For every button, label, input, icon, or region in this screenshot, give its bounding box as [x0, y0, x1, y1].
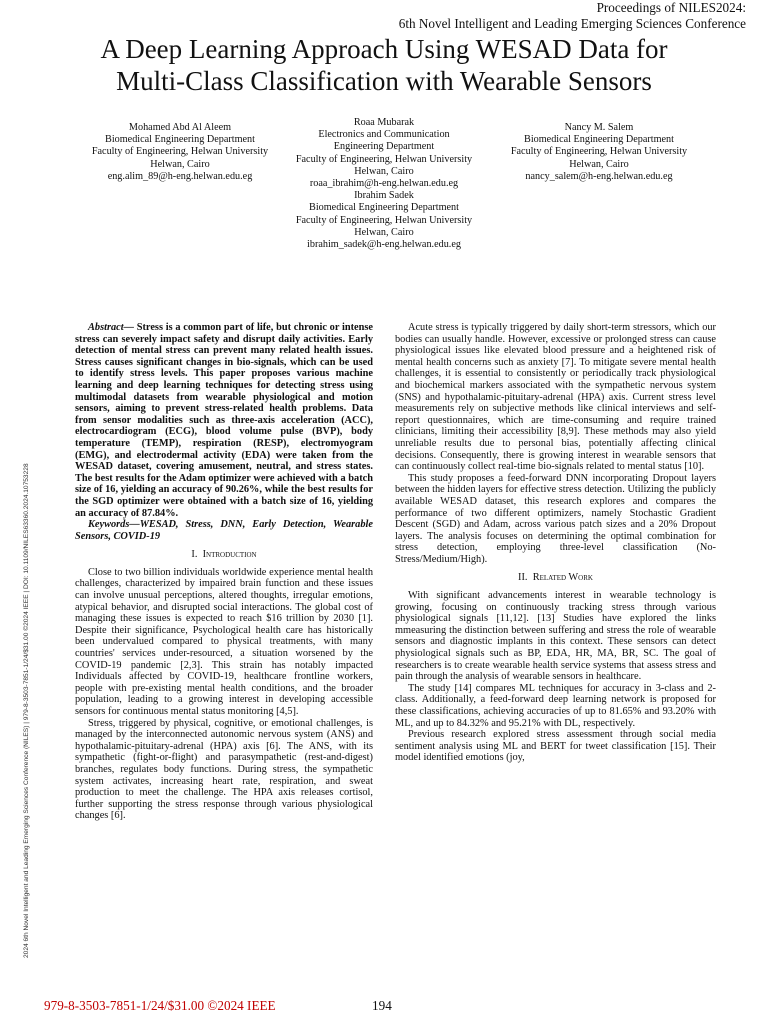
abstract: [75, 322, 373, 519]
conference-line-2: 6th Novel Intelligent and Leading Emerging Sciences Conference: [398, 15, 746, 31]
author-faculty: Faculty of Engineering, Helwan University: [510, 146, 688, 158]
author-name: Nancy M. Salem: [564, 122, 634, 133]
doi-sidebar: 2024 6th Novel Intelligent and Leading Emerging Sciences Conference (NILES) | 979-8-3503-7851-1/24/$31.00 ©2024 IEEE | DOI: 10.1109/NILES63360.2024.10753228: [23, 463, 30, 958]
paper-title: [0, 33, 768, 97]
author-city: Helwan, Cairo: [569, 158, 629, 170]
section-number: I.: [191, 549, 198, 561]
paragraph: The study [14] compares ML techniques for accuracy in 3-class and 2-class. Additionally, a feed-forward deep learning network is proposed for these classifications, achieving accuracies of up to 81.65% and 93.20% with ML, and up to 84.32% and 95.21% with DL, respectively.: [395, 682, 716, 729]
author-name: Mohamed Abd Al Aleem: [128, 122, 232, 133]
author-department: Electronics and Communication: [318, 129, 450, 141]
title-line-2: Multi-Class Classification with Wearable Sensors: [116, 66, 652, 96]
section-number: II.: [518, 572, 528, 584]
keywords: Keywords—WESAD, Stress, DNN, Early Detection, Wearable Sensors, COVID-19: [75, 519, 373, 542]
author-email: roaa_ibrahim@h-eng.helwan.edu.eg: [309, 178, 459, 190]
author-name: Roaa Mubarak: [353, 117, 415, 128]
paragraph: Previous research explored stress assessment through social media sentiment analysis using ML and BERT for tweet classification [15]. Their model identified emotions (joy,: [395, 729, 716, 764]
author-email: nancy_salem@h-eng.helwan.edu.eg: [525, 170, 673, 182]
author-department: Biomedical Engineering Department: [524, 134, 674, 146]
paragraph: Stress, triggered by physical, cognitive, or emotional challenges, is managed by the interconnected autonomic nervous system (ANS) and hypothalamic-pituitary-adrenal (HPA) axis [6]. The ANS, with its sympathetic (fight-or-flight) and parasympathetic (rest-and-digest) branches, regulates body functions. During stress, the sympathetic system activates, increasing heart rate, respiration, and sweat production to meet the challenge. The HPA axis releases cortisol, further supporting the stress response through various physiological changes [6].: [75, 717, 373, 822]
abstract-text: Stress is a common part of life, but chronic or intense stress can severely impact safety and disrupt daily activities. Early detection of mental stress can prevent many related health issues. Stress causes significant changes in bio-signals, which can be used to identify stress levels. This paper proposes various machine learning and deep learning techniques for detecting stress using multimodal datasets from wearable physiological and motion sensors, aiming to prevent stress-related health problems. Data from sensor modalities such as three-axis acceleration (ACC), electrocardiogram (ECG), blood volume pulse (BVP), body temperature (TEMP), respiration (RESP), electromyogram (EMG), and electrodermal activity (EDA) were taken from the WESAD dataset, covering amusement, neutral, and stress states. The best results for the Adam optimizer were achieved with a batch size of 16, yielding an accuracy of 90.26%, while the best results for the SGD optimizer were obtained with a batch size of 16, yielding an accuracy of 87.84%.: [75, 322, 373, 519]
conference-header: [399, 0, 746, 31]
section-title: Related Work: [532, 572, 593, 584]
left-column: [75, 322, 373, 822]
section-heading-related-work: [395, 572, 716, 584]
author-city: Helwan, Cairo: [354, 226, 414, 238]
paragraph: This study proposes a feed-forward DNN incorporating Dropout layers between the hidden layers for effective stress detection. Utilizing the publicly available WESAD dataset, this research explores and compares the performance of two different optimizers, namely Stochastic Gradient Descent (SGD) and Adam, across various patch sizes and a 20% Dropout layers. The analysis focuses on determining the optimal combination for stress detection, employing three-level classification (No-Stress/Medium/High).: [395, 472, 716, 565]
author-city: Helwan, Cairo: [354, 165, 414, 177]
page-number: 194: [372, 998, 392, 1013]
author-faculty: Faculty of Engineering, Helwan University: [295, 153, 473, 165]
section-heading-introduction: [75, 549, 373, 561]
author-faculty: Faculty of Engineering, Helwan University: [295, 214, 473, 226]
author-block-3: [469, 122, 729, 183]
copyright-footer: 979-8-3503-7851-1/24/$31.00 ©2024 IEEE: [44, 998, 276, 1013]
paragraph: Close to two billion individuals worldwide experience mental health challenges, characterized by impaired brain function and these issues can involve unusual perceptions, altered thoughts, irregular emotions, atypical behavior, and disrupted social interactions. The global cost of managing these issues is expected to reach $16 trillion by 2030 [1]. Despite their significance, Psychological health care has historically been undervalued compared to physical treatments, with many countries' services under-resourced, a situation worsened by the COVID-19 pandemic [2,3]. This strain has notably impacted Individuals affected by COVID-19, healthcare frontline workers, people with pre-existing mental health conditions, and the broader population, leading to a growing interest in developing accessible sensors for continuous mental status monitoring [4,5].: [75, 566, 373, 717]
right-column: [395, 322, 716, 764]
author-faculty: Faculty of Engineering, Helwan University: [91, 146, 269, 158]
author-department: Biomedical Engineering Department: [105, 134, 255, 146]
paragraph: With significant advancements interest in wearable technology is growing, focusing on continuously tracking stress through various physiological signals [11,12]. [13] Studies have explored the links mmeasuring the distinction between suffering and stress the role of wearable sensors and diagnostic implants in this context. These sensors can detect physiological signals such as BP, EDA, HR, MA, BR, SC. The goal of researchers is to create wearable health service systems that assess stress and pain through the analysis of wearable sensors in healthcare.: [395, 590, 716, 683]
conference-line-1: Proceedings of NILES2024:: [596, 0, 746, 15]
author-city: Helwan, Cairo: [150, 158, 210, 170]
abstract-label: Abstract—: [88, 322, 134, 333]
title-line-1: A Deep Learning Approach Using WESAD Data for: [100, 34, 668, 64]
author-department: Engineering Department: [333, 141, 435, 153]
paragraph: Acute stress is typically triggered by daily short-term stressors, which our bodies can usually handle. However, excessive or prolonged stress can cause physiological issues like elevated blood pressure and a heightened risk of mental health concerns such as anxiety [7]. To mitigate severe mental health challenges, it is essential to consistently or periodically track physiological and biochemical markers associated with the sympathetic nervous system (SNS) and hypothalamic-pituitary-adrenal (HPA) axis. Current stress level measurements rely on subjective methods like clinical interviews and self-report questionnaires, which are time-consuming and require trained clinicians, limiting their accessibility [8,9]. These methods may also yield unreliable results due to personal bias, potentially affecting clinical decisions. Consequently, there is growing interest in wearable sensors that can continuously collect real-time bio-signals related to mental status [10].: [395, 322, 716, 473]
author-department: Biomedical Engineering Department: [309, 202, 459, 214]
author-name: Ibrahim Sadek: [354, 190, 414, 202]
author-email: eng.alim_89@h-eng.helwan.edu.eg: [107, 170, 253, 182]
author-email: ibrahim_sadek@h-eng.helwan.edu.eg: [307, 239, 461, 251]
section-title: Introduction: [202, 549, 257, 561]
